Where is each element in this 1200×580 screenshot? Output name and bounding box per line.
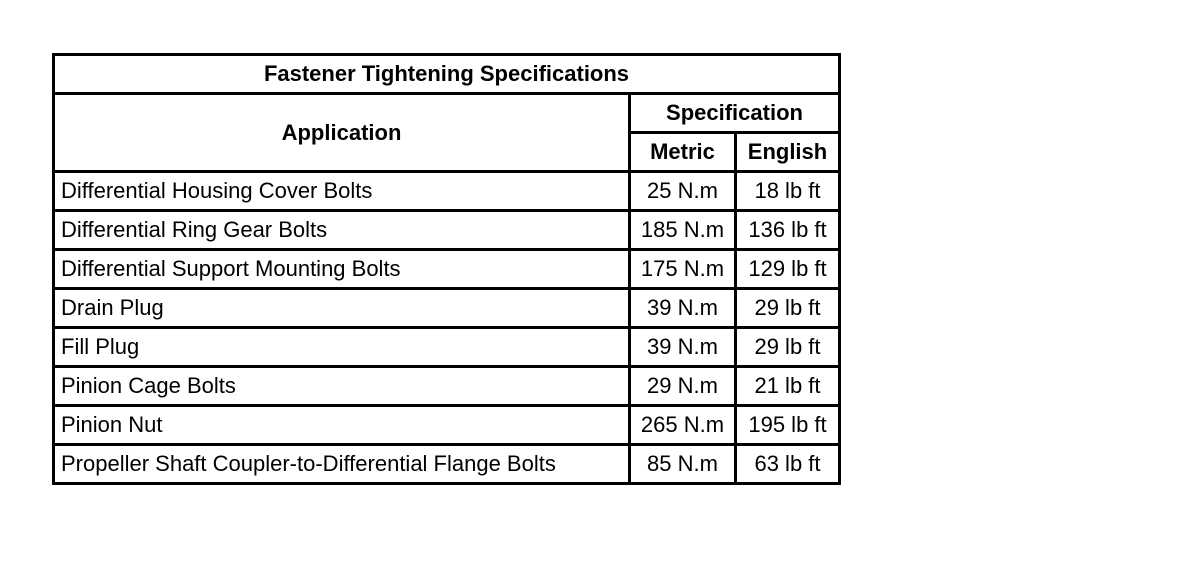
application-cell: Differential Ring Gear Bolts <box>54 211 630 250</box>
metric-header: Metric <box>630 133 736 172</box>
table-row <box>54 211 840 250</box>
table-title: Fastener Tightening Specifications <box>54 55 840 94</box>
english-cell: 129 lb ft <box>736 250 840 289</box>
metric-cell: 39 N.m <box>630 328 736 367</box>
table-row <box>54 172 840 211</box>
metric-cell: 85 N.m <box>630 445 736 484</box>
metric-cell: 39 N.m <box>630 289 736 328</box>
spec-header-row <box>54 94 840 133</box>
english-cell: 63 lb ft <box>736 445 840 484</box>
metric-cell: 29 N.m <box>630 367 736 406</box>
table-row <box>54 406 840 445</box>
application-cell: Pinion Cage Bolts <box>54 367 630 406</box>
table-row <box>54 367 840 406</box>
metric-cell: 175 N.m <box>630 250 736 289</box>
application-cell: Differential Housing Cover Bolts <box>54 172 630 211</box>
table-title-row <box>54 55 840 94</box>
metric-cell: 265 N.m <box>630 406 736 445</box>
table-row <box>54 289 840 328</box>
table-row <box>54 328 840 367</box>
application-cell: Fill Plug <box>54 328 630 367</box>
english-cell: 18 lb ft <box>736 172 840 211</box>
english-cell: 195 lb ft <box>736 406 840 445</box>
application-cell: Differential Support Mounting Bolts <box>54 250 630 289</box>
table-row <box>54 445 840 484</box>
application-header: Application <box>54 94 630 172</box>
english-cell: 29 lb ft <box>736 289 840 328</box>
table-row <box>54 250 840 289</box>
english-header: English <box>736 133 840 172</box>
english-cell: 29 lb ft <box>736 328 840 367</box>
fastener-spec-table <box>52 53 841 485</box>
specification-header: Specification <box>630 94 840 133</box>
application-cell: Drain Plug <box>54 289 630 328</box>
application-cell: Pinion Nut <box>54 406 630 445</box>
metric-cell: 185 N.m <box>630 211 736 250</box>
english-cell: 21 lb ft <box>736 367 840 406</box>
application-cell: Propeller Shaft Coupler-to-Differential Flange Bolts <box>54 445 630 484</box>
english-cell: 136 lb ft <box>736 211 840 250</box>
metric-cell: 25 N.m <box>630 172 736 211</box>
